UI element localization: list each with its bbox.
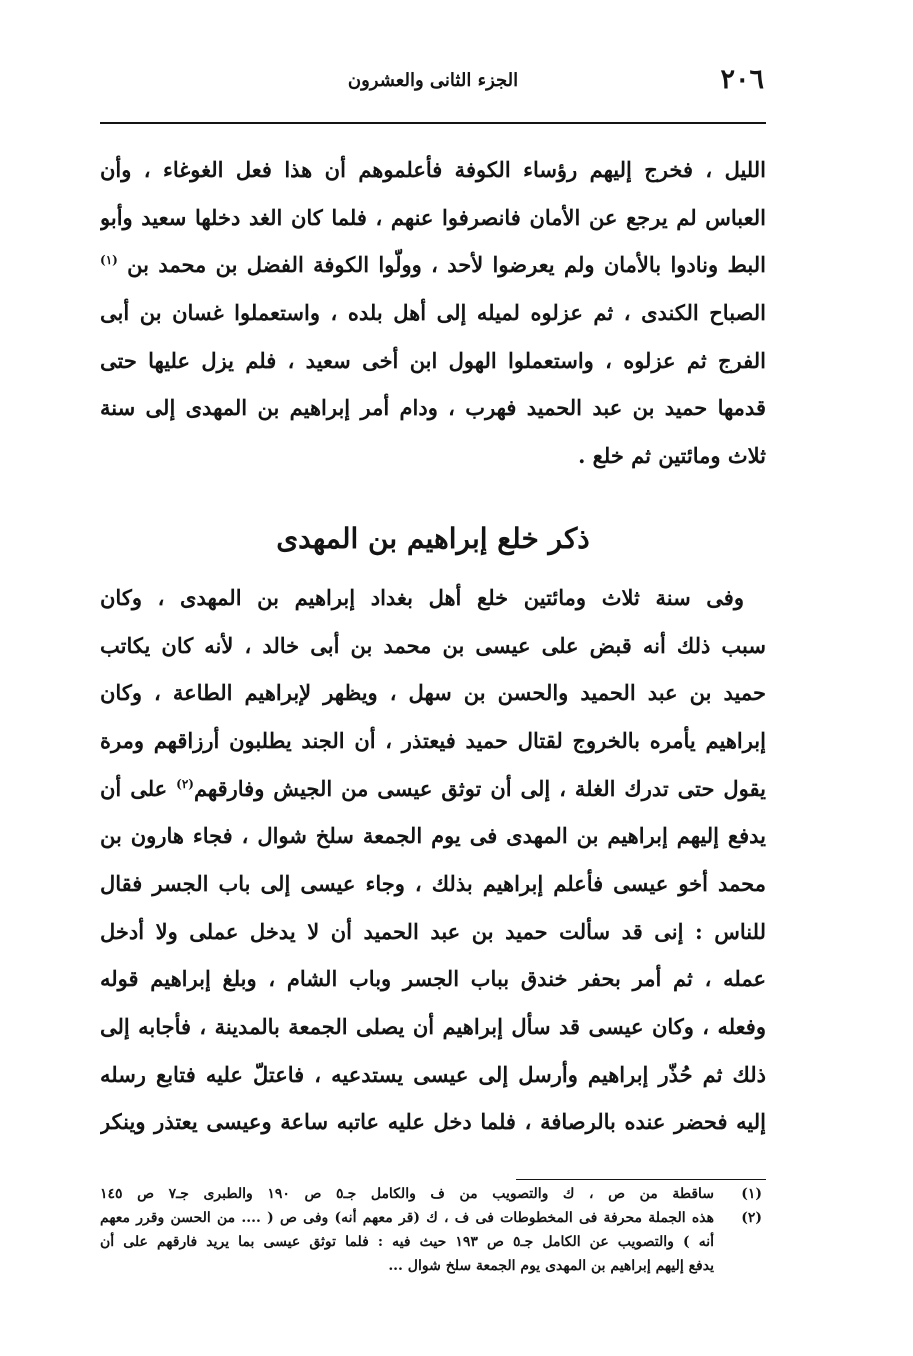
footnote-line [100,1206,766,1230]
section-heading: ذكر خلع إبراهيم بن المهدى [276,521,590,555]
text-line: ذلك ثم حُذّر إبراهيم وأرسل إلى عيسى يستدعيه ، فاعتلّ عليه فتابع رسله [100,1061,766,1087]
page-number: ٢٠٦ [720,64,764,95]
footnote-text: ساقطة من ص ، ك والتصويب من ف والكامل جـ٥ ص ١٩٠ والطبرى جـ٧ ص ١٤٥ [100,1186,715,1202]
text-line: محمد أخو عيسى فأعلم إبراهيم بذلك ، وجاء عيسى إلى باب الجسر فقال [100,870,766,896]
text-line-content: يقول حتى تدرك الغلة ، إلى أن توثق عيسى من الجيش وفارقهم [193,775,766,801]
page-header [100,58,766,108]
footnote-mark: (١) [100,253,118,268]
text-line: إليه فحضر عنده بالرصافة ، فلما دخل عليه عاتبه ساعة وعيسى يعتذر وينكر [100,1109,766,1135]
footnote-text: هذه الجملة محرفة فى المخطوطات فى ف ، ك (قر معهم أنه) وفى ص ( .... من الحسن وقرر معهم [100,1210,714,1226]
text-line: العباس لم يرجع عن الأمان فانصرفوا عنهم ، فلما كان الغد دخلها سعيد وأبو [100,204,766,230]
text-line [100,765,766,813]
header-rule [100,122,766,124]
footnote-number: (١) [741,1186,762,1202]
main-text [100,146,766,1146]
footnote-mark: (٢) [176,776,194,791]
running-title: الجزء الثانى والعشرون [347,70,519,91]
footnote-line [100,1182,766,1206]
text-line: قدمها حميد بن عبد الحميد فهرب ، ودام أمر إبراهيم بن المهدى إلى سنة [100,395,766,421]
text-line: للناس : إنى قد سألت حميد بن عبد الحميد أن لا يدخل عملى ولا أدخل [100,918,766,944]
book-page [100,58,766,1318]
text-line: عمله ، ثم أمر بحفر خندق بباب الجسر وباب الشام ، وبلغ إبراهيم قوله [100,966,766,992]
text-line: وفعله ، وكان عيسى قد سأل إبراهيم أن يصلى الجمعة بالمدينة ، فأجابه إلى [100,1014,766,1039]
text-line: الليل ، فخرج إليهم رؤساء الكوفة فأعلموهم أن هذا فعل الغوغاء ، وأن [100,157,766,182]
footnote-line [100,1230,766,1254]
footnote-text: يدفع إليهم إبراهيم بن المهدى يوم الجمعة سلخ شوال ... [388,1258,714,1274]
text-line-content: على أن [100,775,168,801]
text-line: وفى سنة ثلاث ومائتين خلع أهل بغداد إبراهيم بن المهدى ، وكان [100,584,744,610]
text-line [100,241,766,289]
text-line-content: البط ونادوا بالأمان ولم يعرضوا لأحد ، وولّوا الكوفة الفضل بن محمد بن [127,252,766,278]
footnotes [100,1182,766,1278]
text-line: سبب ذلك أنه قبض على عيسى بن محمد بن أبى خالد ، لأنه كان يكاتب [100,632,766,658]
footnote-number: (٢) [741,1210,762,1226]
footnote-text: أنه ) والتصويب عن الكامل جـ٥ ص ١٩٣ حيث فيه : فلما توثق عيسى بما يريد فارقهم على أن [100,1234,714,1250]
footnote-rule [516,1179,766,1180]
text-line: حميد بن عبد الحميد والحسن بن سهل ، ويظهر لإبراهيم الطاعة ، وكان [100,680,766,706]
text-line: ثلاث ومائتين ثم خلع . [578,443,766,469]
text-line: يدفع إليهم إبراهيم بن المهدى فى يوم الجمعة سلخ شوال ، فجاء هارون بن [100,823,766,849]
footnote-line [100,1254,766,1278]
text-line: الصباح الكندى ، ثم عزلوه لميله إلى أهل بلده ، واستعملوا غسان بن أبى [100,300,766,326]
text-line: إبراهيم يأمره بالخروج لقتال حميد فيعتذر ، أن الجند يطلبون أرزاقهم ومرة [100,727,766,753]
text-line: الفرج ثم عزلوه ، واستعملوا الهول ابن أخى سعيد ، فلم يزل عليها حتى [100,347,766,373]
